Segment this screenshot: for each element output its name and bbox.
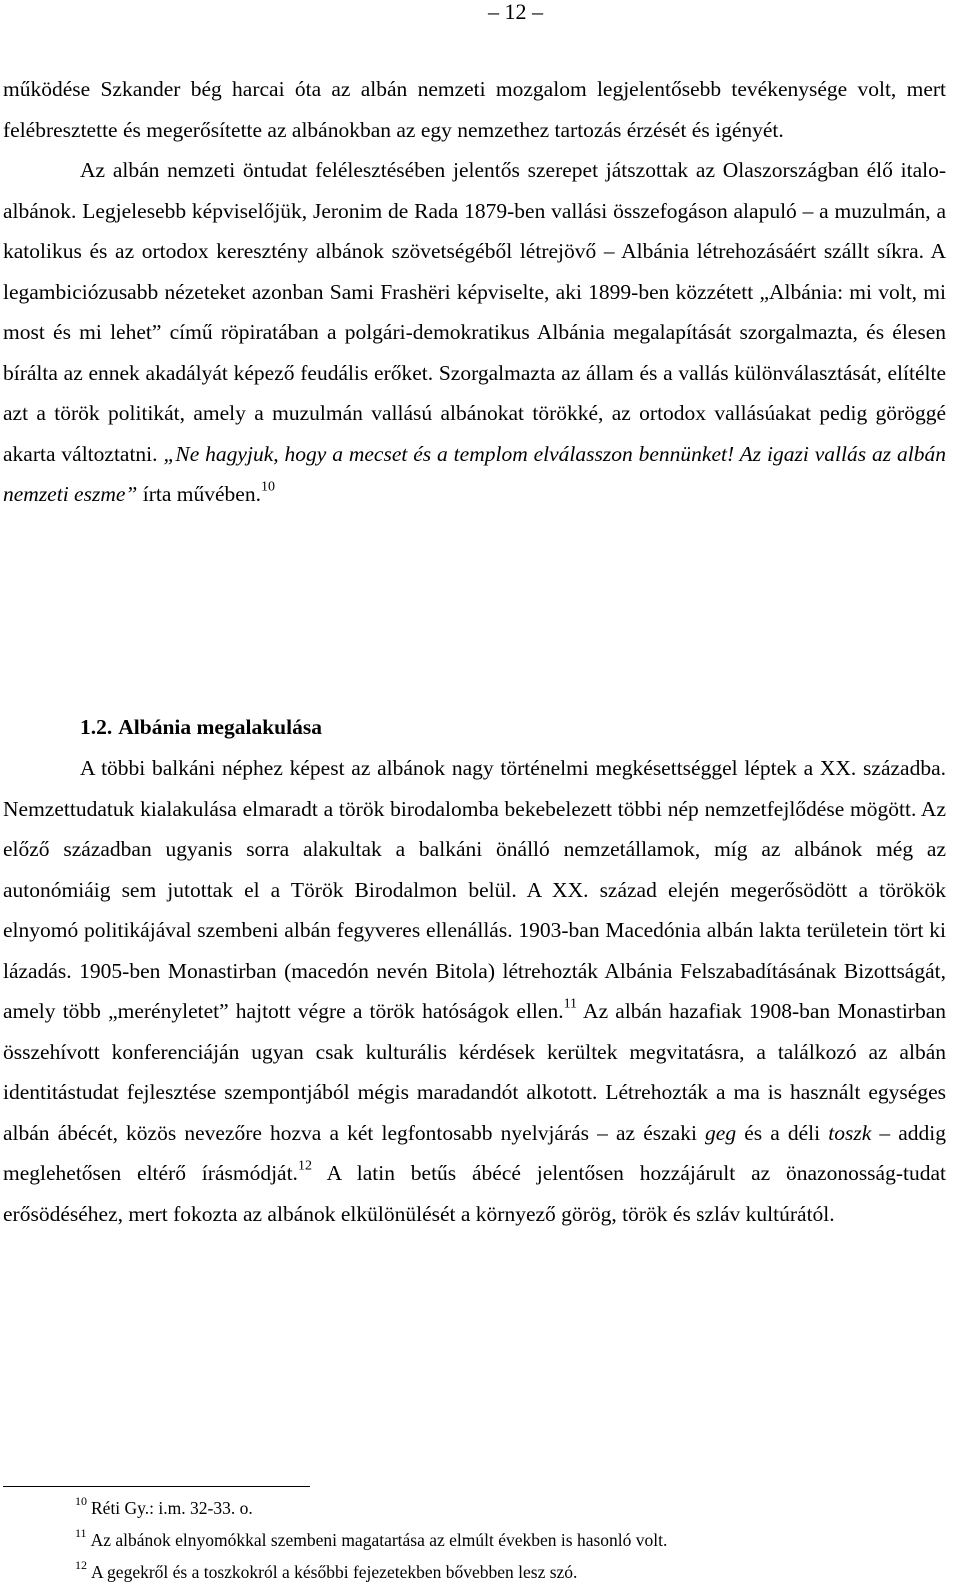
dialect-toszk: toszk <box>828 1120 872 1145</box>
section-heading <box>3 706 946 748</box>
paragraph-text: Az albán nemzeti öntudat felélesztésében jelentős szerepet játszottak az Olaszországban élő italo-albánok. Legjelesebb képviselőjük, Jeronim de Rada 1879-ben vallási összefogáson alapuló – a muzulmán, a katolikus és az ortodox keresztény albánok szövetségéből létrejövő – Albánia létrehozásáért szállt síkra. A legambiciózusabb nézeteket azonban Sami Frashëri képviselte, aki 1899-ben közzétett „Albánia: mi volt, mi most és mi lehet” című röpiratában a polgári-demokratikus Albánia megalapítását szorgalmazta, és élesen bírálta az ennek akadályát képező feudális erőket. Szorgalmazta az állam és a vallás különválasztását, elítélte azt a török politikát, amely a muzulmán vallású albánokat törökké, az ortodox vallásúakat pedig göröggé akarta változtatni. <box>3 158 946 466</box>
paragraph-text: írta művében. <box>137 482 261 506</box>
footnote-text: Az albánok elnyomókkal szembeni magatartása az elmúlt években is hasonló volt. <box>90 1530 668 1550</box>
paragraph-text: A többi balkáni néphez képest az albánok nagy történelmi megkésettséggel léptek a XX. századba. Nemzettudatuk kialakulása elmaradt a török birodalomba bekebelezett többi nép nemzetfejlődése mögött. Az előző században ugyanis sorra alakultak a balkáni önálló nemzetállamok, míg az albánok még az autonómiáig sem jutottak el a Török Birodalmon belül. A XX. század elején megerősödött a törökök elnyomó politikájával szembeni albán fegyveres ellenállás. 1903-ban Macedónia albán lakta területein tört ki lázadás. 1905-ben Monastirban (macedón nevén Bitola) létrehozták Albánia Felszabadításának Bizottságát, amely több „merényletet” hajtott végre a török hatóságok ellen. <box>3 756 946 1023</box>
paragraph-text: – addig meglehetősen eltérő írásmódját. <box>3 1120 946 1185</box>
footnote-number: 12 <box>75 1558 87 1572</box>
footnote <box>75 1524 935 1556</box>
paragraph-albania-founding <box>3 748 946 1234</box>
section-title: Albánia megalakulása <box>118 715 322 739</box>
section-number: 1.2. <box>80 715 113 739</box>
paragraph-italo-albanians <box>3 150 946 515</box>
paragraph-continuation: működése Szkander bég harcai óta az albán nemzeti mozgalom legjelentősebb tevékenysége volt, mert felébresztette és megerősítette az albánokban az egy nemzethez tartozás érzését és igényét. <box>3 77 946 142</box>
footnote-ref-12[interactable]: 12 <box>297 1158 312 1174</box>
footnote-ref-11[interactable]: 11 <box>563 996 578 1012</box>
footnote-text: Réti Gy.: i.m. 32-33. o. <box>91 1498 253 1518</box>
footnote-number: 11 <box>75 1526 87 1540</box>
paragraph-text: A latin betűs ábécé jelentősen hozzájárult az önazonosság-tudat erősödéséhez, mert fokozta az albánok elkülönülését a környező görög, török és szláv kultúrától. <box>3 1161 946 1226</box>
page-number: – 12 – <box>488 0 543 24</box>
footnote-number: 10 <box>75 1494 87 1508</box>
main-text-bottom <box>3 706 946 1234</box>
frasheri-quote: „Ne hagyjuk, hogy a mecset és a templom elválasszon bennünket! Az igazi vallás az albán nemzeti eszme” <box>3 441 947 506</box>
main-text-top <box>3 69 946 515</box>
footnote <box>75 1556 935 1588</box>
footnote-ref-10[interactable]: 10 <box>260 479 275 495</box>
footnotes <box>75 1492 935 1588</box>
footnote <box>75 1492 935 1524</box>
footnote-text: A gegekről és a toszkokról a későbbi fejezetekben bővebben lesz szó. <box>91 1562 578 1582</box>
dialect-geg: geg <box>705 1120 737 1145</box>
paragraph-text: és a déli <box>736 1120 829 1145</box>
footnote-separator <box>3 1486 310 1487</box>
paragraph-text: Az albán hazafiak 1908-ban Monastirban összehívott konferenciáján ugyan csak kulturális kérdések kerültek megvitatásra, a találkozó az albán identitástudat fejlesztése szempontjából mégis maradandót alkotott. Létrehozták a ma is használt egységes albán ábécét, közös nevezőre hozva a két legfontosabb nyelvjárás – az északi <box>3 999 947 1145</box>
